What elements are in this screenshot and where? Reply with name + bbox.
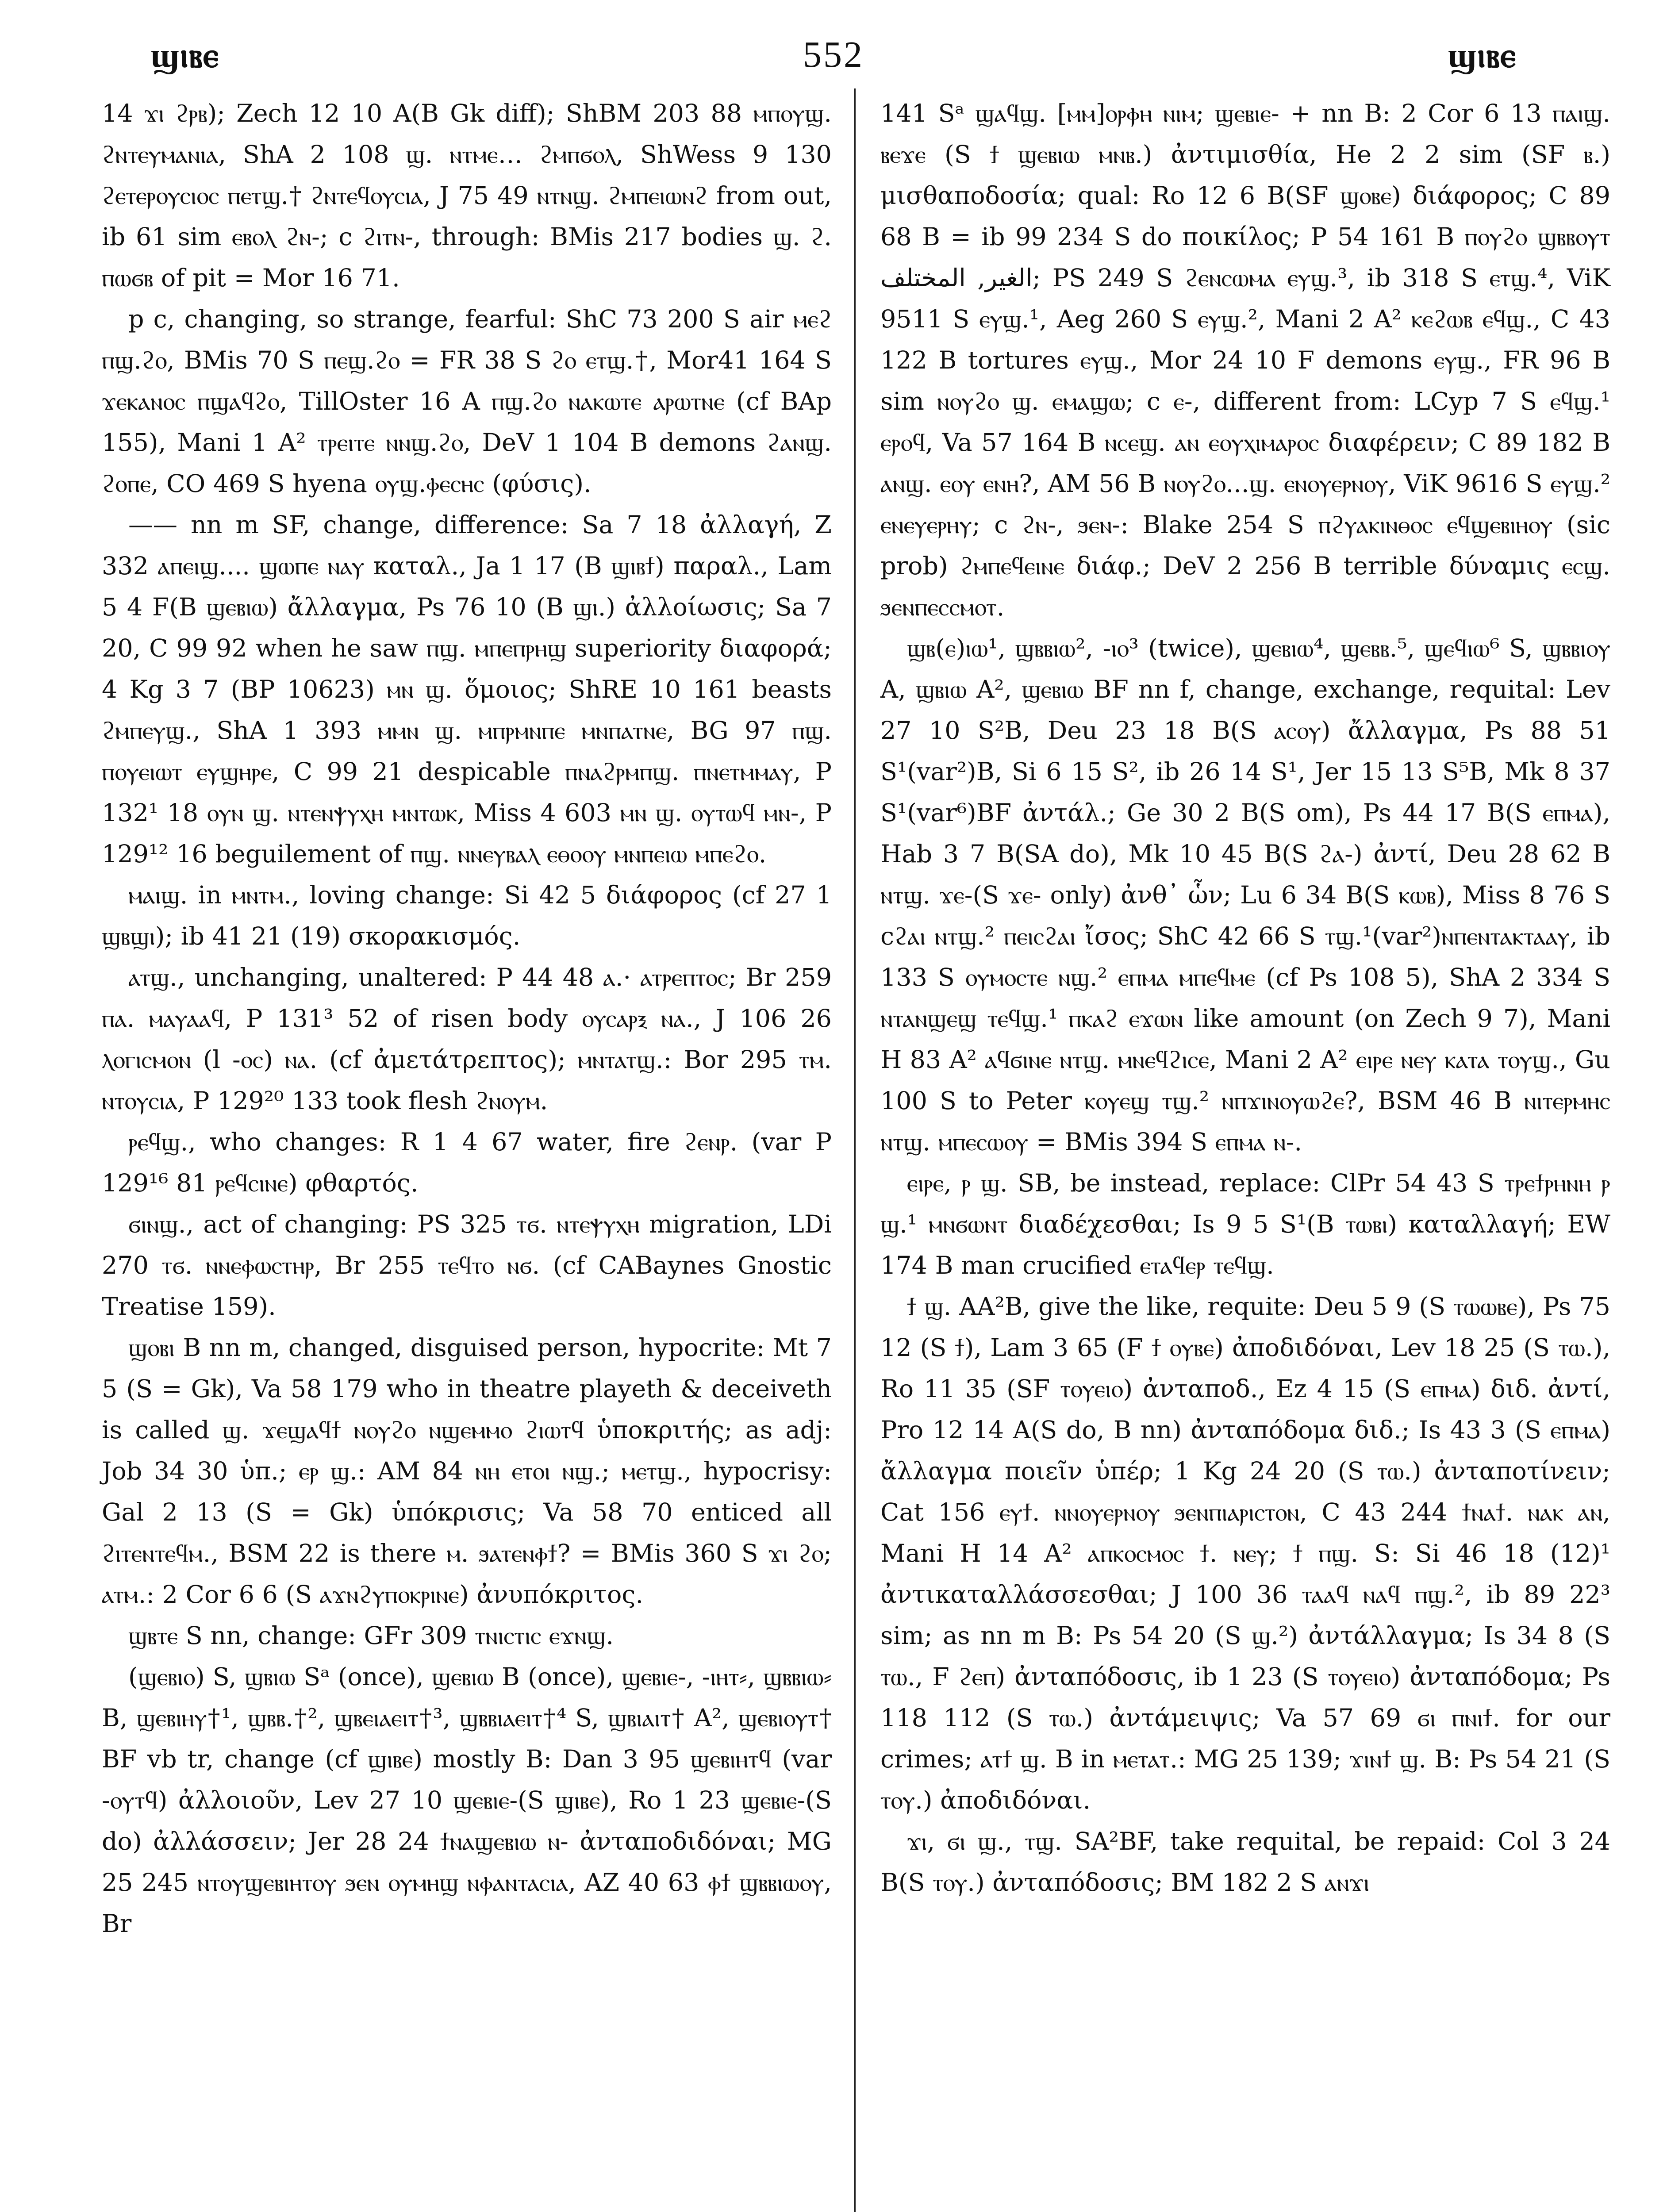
entry-paragraph: (ϣⲉⲃⲓⲟ) S, ϣⲃⲓⲱ Sᵃ (once), ϣⲉⲃⲓⲱ B (once), ϣⲉⲃⲓⲉ-, -ⲓⲏⲧ⸗, ϣⲃⲃⲓⲱ⸗ B, ϣⲉⲃⲓⲏⲩ†¹, ϣⲃⲃ.†², ϣⲃⲉⲓⲁⲉⲓⲧ†³, ϣⲃⲃⲓⲁⲉⲓⲧ†⁴ S, ϣⲃⲓⲁⲓⲧ† A², ϣⲉⲃⲓⲟⲩⲧ† BF vb tr, change (cf ϣⲓⲃⲉ) mostly B: Dan 3 95 ϣⲉⲃⲓⲏⲧϥ (var -ⲟⲩⲧϥ) ἀλλοιοῦν, Lev 27 10 ϣⲉⲃⲓⲉ-(S ϣⲓⲃⲉ), Ro 1 23 ϣⲉⲃⲓⲉ-(S do) ἀλλάσσειν; Jer 28 24 ϯⲛⲁϣⲉⲃⲓⲱ ⲛ- ἀνταποδιδόναι; MG 25 245 ⲛⲧⲟⲩϣⲉⲃⲓⲏⲧⲟⲩ ϧⲉⲛ ⲟⲩⲙⲏϣ ⲛⲫⲁⲛⲧⲁⲥⲓⲁ, AZ 40 63 ⲫϯ ϣⲃⲃⲓⲱⲟⲩ, Br xyxy=(102,1663,832,1938)
page-header xyxy=(102,27,1565,93)
entry-paragraph: ϣⲟⲃⲓ B nn m, changed, disguised person, hypocrite: Mt 7 5 (S = Gk), Va 58 179 who in theatre playeth & deceiveth is called ϣ. ϫⲉϣⲁϥϯ ⲛⲟⲩϩⲟ ⲛϣⲉⲙⲙⲟ ϩⲓⲱⲧϥ ὑποκριτής; as adj: Job 34 30 ὑπ.; ⲉⲣ ϣ.: AM 84 ⲛⲏ ⲉⲧⲟⲓ ⲛϣ.; ⲙⲉⲧϣ., hypocrisy: Gal 2 13 (S = Gk) ὑπόκρισις; Va 58 70 enticed all ϩⲓⲧⲉⲛⲧⲉϥⲙ., BSM 22 is there ⲙ. ϧⲁⲧⲉⲛⲫϯ? = BMis 360 S ϫⲓ ϩⲟ; ⲁⲧⲙ.: 2 Cor 6 6 (S ⲁϫⲛϩⲩⲡⲟⲕⲣⲓⲛⲉ) ἀνυπόκριτος. xyxy=(102,1333,832,1609)
entry-paragraph: ϫⲓ, ϭⲓ ϣ., ⲧϣ. SA²BF, take requital, be repaid: Col 3 24 B(S ⲧⲟⲩ.) ἀνταπόδοσις; BM 182 2 S ⲁⲛϫⲓ xyxy=(880,1827,1610,1897)
running-headword-right: ϣⲓⲃⲉ xyxy=(1448,36,1517,74)
right-column xyxy=(880,93,1610,1903)
entry-paragraph: ⲣⲉϥϣ., who changes: R 1 4 67 water, fire ϩⲉⲛⲣ. (var P 129¹⁶ 81 ⲣⲉϥⲥⲓⲛⲉ) φθαρτός. xyxy=(102,1128,832,1198)
entry-paragraph: ⲁⲧϣ., unchanging, unaltered: P 44 48 ⲁ.· ⲁⲧⲣⲉⲡⲧⲟⲥ; Br 259 ⲡⲁ. ⲙⲁⲩⲁⲁϥ, P 131³ 52 of risen body ⲟⲩⲥⲁⲣⲝ ⲛⲁ., J 106 26 ⲗⲟⲅⲓⲥⲙⲟⲛ (l -ⲟⲥ) ⲛⲁ. (cf ἀμετάτρεπτος); ⲙⲛⲧⲁⲧϣ.: Bor 295 ⲧⲙ. ⲛⲧⲟⲩⲥⲓⲁ, P 129²⁰ 133 took flesh ϩⲛⲟⲩⲙ. xyxy=(102,963,832,1115)
entry-paragraph: 141 Sᵃ ϣⲁϥϣ. [ⲙⲙ]ⲟⲣⲫⲏ ⲛⲓⲙ; ϣⲉⲃⲓⲉ- + nn B: 2 Cor 6 13 ⲡⲁⲓϣ. ⲃⲉϫⲉ (S ϯ ϣⲉⲃⲓⲱ ⲙⲛⲃ.) ἀντιμισθία, He 2 2 sim (SF ⲃ.) μισθαποδοσία; qual: Ro 12 6 B(SF ϣⲟⲃⲉ) διάφορος; C 89 68 B = ib 99 234 S do ποικίλος; P 54 161 B ⲡⲟⲩϩⲟ ϣⲃⲃⲟⲩⲧ ﺍﻟﻐﻴﺮ, ﺍﻟﻤﺨﺘﻠﻒ; PS 249 S ϩⲉⲛⲥⲱⲙⲁ ⲉⲩϣ.³, ib 318 S ⲉⲧϣ.⁴, ViK 9511 S ⲉⲩϣ.¹, Aeg 260 S ⲉⲩϣ.², Mani 2 A² ⲕⲉϩⲱⲃ ⲉϥϣ., C 43 122 B tortures ⲉⲩϣ., Mor 24 10 F demons ⲉⲩϣ., FR 96 B sim ⲛⲟⲩϩⲟ ϣ. ⲉⲙⲁϣⲱ; c ⲉ-, different from: LCyp 7 S ⲉϥϣ.¹ ⲉⲣⲟϥ, Va 57 164 B ⲛⲥⲉϣ. ⲁⲛ ⲉⲟⲩⲭⲓⲙⲁⲣⲟⲥ διαφέρειν; C 89 182 B ⲁⲛϣ. ⲉⲟⲩ ⲉⲛⲏ?, AM 56 B ⲛⲟⲩϩⲟ...ϣ. ⲉⲛⲟⲩⲉⲣⲛⲟⲩ, ViK 9616 S ⲉⲩϣ.² ⲉⲛⲉⲩⲉⲣⲏⲩ; c ϩⲛ-, ϧⲉⲛ-: Blake 254 S ⲡϩⲩⲁⲕⲓⲛⲑⲟⲥ ⲉϥϣⲉⲃⲓⲏⲟⲩ (sic prob) ϩⲙⲡⲉϥⲉⲓⲛⲉ διάφ.; DeV 2 256 B terrible δύναμις ⲉⲥϣ. ϧⲉⲛⲡⲉⲥⲥⲙⲟⲧ. xyxy=(880,99,1610,622)
entry-paragraph: ⲉⲓⲣⲉ, ⲣ ϣ. SB, be instead, replace: ClPr 54 43 S ⲧⲣⲉϯⲣⲏⲛⲏ ⲣ ϣ.¹ ⲙⲛϭⲱⲛⲧ διαδέχεσθαι; Is 9 5 S¹(B ⲧⲱⲃⲓ) καταλλαγή; EW 174 B man crucified ⲉⲧⲁϥⲉⲣ ⲧⲉϥϣ. xyxy=(880,1169,1610,1280)
entry-paragraph: ϭⲓⲛϣ., act of changing: PS 325 ⲧϭ. ⲛⲧⲉⲯⲩⲭⲏ migration, LDi 270 ⲧϭ. ⲛⲛⲉⲫⲱⲥⲧⲏⲣ, Br 255 ⲧⲉϥⲧⲟ ⲛϭ. (cf CABaynes Gnostic Treatise 159). xyxy=(102,1210,832,1321)
column-divider xyxy=(854,88,856,2212)
left-column xyxy=(102,93,832,1944)
entry-paragraph: p c, changing, so strange, fearful: ShC 73 200 S air ⲙⲉϩ ⲡϣ.ϩⲟ, BMis 70 S ⲡⲉϣ.ϩⲟ = FR 38 S ϩⲟ ⲉⲧϣ.†, Mor41 164 S ϫⲉⲕⲁⲛⲟⲥ ⲡϣⲁϥϩⲟ, TillOster 16 A ⲡϣ.ϩⲟ ⲛⲁⲕⲱⲧⲉ ⲁⲣⲱⲧⲛⲉ (cf BAp 155), Mani 1 A² ⲧⲣⲉⲓⲧⲉ ⲛⲛϣ.ϩⲟ, DeV 1 104 B demons ϩⲁⲛϣ. ϩⲟⲡⲉ, CO 469 S hyena ⲟⲩϣ.ⲫⲉⲥⲏⲥ (φύσις). xyxy=(102,305,832,498)
entry-paragraph: ⲙⲁⲓϣ. in ⲙⲛⲧⲙ., loving change: Si 42 5 διάφορος (cf 27 1 ϣⲃϣⲓ); ib 41 21 (19) σκορακισμός. xyxy=(102,881,832,951)
entry-paragraph: ϯ ϣ. AA²B, give the like, requite: Deu 5 9 (S ⲧⲱⲱⲃⲉ), Ps 75 12 (S ϯ), Lam 3 65 (F ϯ ⲟⲩⲃⲉ) ἀποδιδόναι, Lev 18 25 (S ⲧⲱ.), Ro 11 35 (SF ⲧⲟⲩⲉⲓⲟ) ἀνταποδ., Ez 4 15 (S ⲉⲡⲙⲁ) διδ. ἀντί, Pro 12 14 A(S do, B nn) ἀνταπόδομα διδ.; Is 43 3 (S ⲉⲡⲙⲁ) ἄλλαγμα ποιεῖν ὑπέρ; 1 Kg 24 20 (S ⲧⲱ.) ἀνταποτίνειν; Cat 156 ⲉⲩϯ. ⲛⲛⲟⲩⲉⲣⲛⲟⲩ ϧⲉⲛⲡⲓⲁⲣⲓⲥⲧⲟⲛ, C 43 244 ϯⲛⲁϯ. ⲛⲁⲕ ⲁⲛ, Mani H 14 A² ⲁⲡⲕⲟⲥⲙⲟⲥ ϯ. ⲛⲉⲩ; ϯ ⲡϣ. S: Si 46 18 (12)¹ ἀντικαταλλάσσεσθαι; J 100 36 ⲧⲁⲁϥ ⲛⲁϥ ⲡϣ.², ib 89 22³ sim; as nn m B: Ps 54 20 (S ϣ.²) ἀντάλλαγμα; Is 34 8 (S ⲧⲱ., F ϩⲉⲡ) ἀνταπόδοσις, ib 1 23 (S ⲧⲟⲩⲉⲓⲟ) ἀνταπόδομα; Ps 118 112 (S ⲧⲱ.) ἀντάμειψις; Va 57 69 ϭⲓ ⲡⲛⲓϯ. for our crimes; ⲁⲧϯ ϣ. B in ⲙⲉⲧⲁⲧ.: MG 25 139; ϫⲓⲛϯ ϣ. B: Ps 54 21 (S ⲧⲟⲩ.) ἀποδιδόναι. xyxy=(880,1292,1610,1815)
entry-paragraph: ϣⲃ(ⲉ)ⲓⲱ¹, ϣⲃⲃⲓⲱ², -ⲓⲟ³ (twice), ϣⲉⲃⲓⲱ⁴, ϣⲉⲃⲃ.⁵, ϣⲉϥⲓⲱ⁶ S, ϣⲃⲃⲓⲟⲩ A, ϣⲃⲓⲱ A², ϣⲉⲃⲓⲱ BF nn f, change, exchange, requital: Lev 27 10 S²B, Deu 23 18 B(S ⲁⲥⲟⲩ) ἄλλαγμα, Ps 88 51 S¹(var²)B, Si 6 15 S², ib 26 14 S¹, Jer 15 13 S⁵B, Mk 8 37 S¹(var⁶)BF ἀντάλ.; Ge 30 2 B(S om), Ps 44 17 B(S ⲉⲡⲙⲁ), Hab 3 7 B(SA do), Mk 10 45 B(S ϩⲁ-) ἀντί, Deu 28 62 B ⲛⲧϣ. ϫⲉ-(S ϫⲉ- only) ἀνθ᾽ ὧν; Lu 6 34 B(S ⲕⲱⲃ), Miss 8 76 S ϲϩⲁⲓ ⲛⲧϣ.² ⲡⲉⲓⲥϩⲁⲓ ἴσος; ShC 42 66 S ⲧϣ.¹(var²)ⲛⲡⲉⲛⲧⲁⲕⲧⲁⲁⲩ, ib 133 S ⲟⲩⲙⲟⲥⲧⲉ ⲛϣ.² ⲉⲡⲙⲁ ⲙⲡⲉϥⲙⲉ (cf Ps 108 5), ShA 2 334 S ⲛⲧⲁⲛϣⲉϣ ⲧⲉϥϣ.¹ ⲡⲕⲁϩ ⲉϫⲱⲛ like amount (on Zech 9 7), Mani H 83 A² ⲁϥϭⲓⲛⲉ ⲛⲧϣ. ⲙⲛⲉϥϩⲓⲥⲉ, Mani 2 A² ⲉⲓⲣⲉ ⲛⲉⲩ ⲕⲁⲧⲁ ⲧⲟⲩϣ., Gu 100 S to Peter ⲕⲟⲩⲉϣ ⲧϣ.² ⲛⲡϫⲓⲛⲟⲩⲱϩⲉ?, BSM 46 B ⲛⲓⲧⲉⲣⲙⲏⲥ ⲛⲧϣ. ⲙⲡⲉⲥⲱⲟⲩ = BMis 394 S ⲉⲡⲙⲁ ⲛ-. xyxy=(880,634,1610,1156)
entry-paragraph: —— nn m SF, change, difference: Sa 7 18 ἀλλαγή, Z 332 ⲁⲡⲉⲓϣ.... ϣⲱⲡⲉ ⲛⲁⲩ καταλ., Ja 1 17 (B ϣⲓⲃϯ) παραλ., Lam 5 4 F(B ϣⲉⲃⲓⲱ) ἄλλαγμα, Ps 76 10 (B ϣⲓ.) ἀλλοίωσις; Sa 7 20, C 99 92 when he saw ⲡϣ. ⲙⲡⲉⲡⲣⲏϣ superiority διαφορά; 4 Kg 3 7 (BP 10623) ⲙⲛ ϣ. ὅμοιος; ShRE 10 161 beasts ϩⲙⲡⲉⲩϣ., ShA 1 393 ⲙⲙⲛ ϣ. ⲙⲡⲣⲙⲛⲡⲉ ⲙⲛⲡⲁⲧⲛⲉ, BG 97 ⲡϣ. ⲡⲟⲩⲉⲓⲱⲧ ⲉⲩϣⲏⲣⲉ, C 99 21 despicable ⲡⲛⲁϩⲣⲙⲡϣ. ⲡⲛⲉⲧⲙⲙⲁⲩ, P 132¹ 18 ⲟⲩⲛ ϣ. ⲛⲧⲉⲛⲯⲩⲭⲏ ⲙⲛⲧⲱⲕ, Miss 4 603 ⲙⲛ ϣ. ⲟⲩⲧⲱϥ ⲙⲛ-, P 129¹² 16 beguilement of ⲡϣ. ⲛⲛⲉⲩⲃⲁⲗ ⲉⲑⲟⲟⲩ ⲙⲛⲡⲉⲓⲱ ⲙⲡⲉϩⲟ. xyxy=(102,511,832,868)
entry-paragraph: ϣⲃⲧⲉ S nn, change: GFr 309 ⲧⲛⲓⲥⲧⲓⲥ ⲉϫⲛϣ. xyxy=(128,1621,614,1650)
page-number: 552 xyxy=(803,34,864,75)
running-headword-left: ϣⲓⲃⲉ xyxy=(150,36,219,74)
entry-paragraph: 14 ϫⲓ ϩⲣⲃ); Zech 12 10 A(B Gk diff); ShBM 203 88 ⲙⲡⲟⲩϣ. ϩⲛⲧⲉⲩⲙⲁⲛⲓⲁ, ShA 2 108 ϣ. ⲛⲧⲙⲉ… ϩⲙⲡϭⲟⲗ, ShWess 9 130 ϩⲉⲧⲉⲣⲟⲩⲥⲓⲟⲥ ⲡⲉⲧϣ.† ϩⲛⲧⲉϥⲟⲩⲥⲓⲁ, J 75 49 ⲛⲧⲛϣ. ϩⲙⲡⲉⲓⲱⲛϩ from out, ib 61 sim ⲉⲃⲟⲗ ϩⲛ-; c ϩⲓⲧⲛ-, through: BMis 217 bodies ϣ. ϩ. ⲡⲱϭⲃ of pit = Mor 16 71. xyxy=(102,99,832,292)
